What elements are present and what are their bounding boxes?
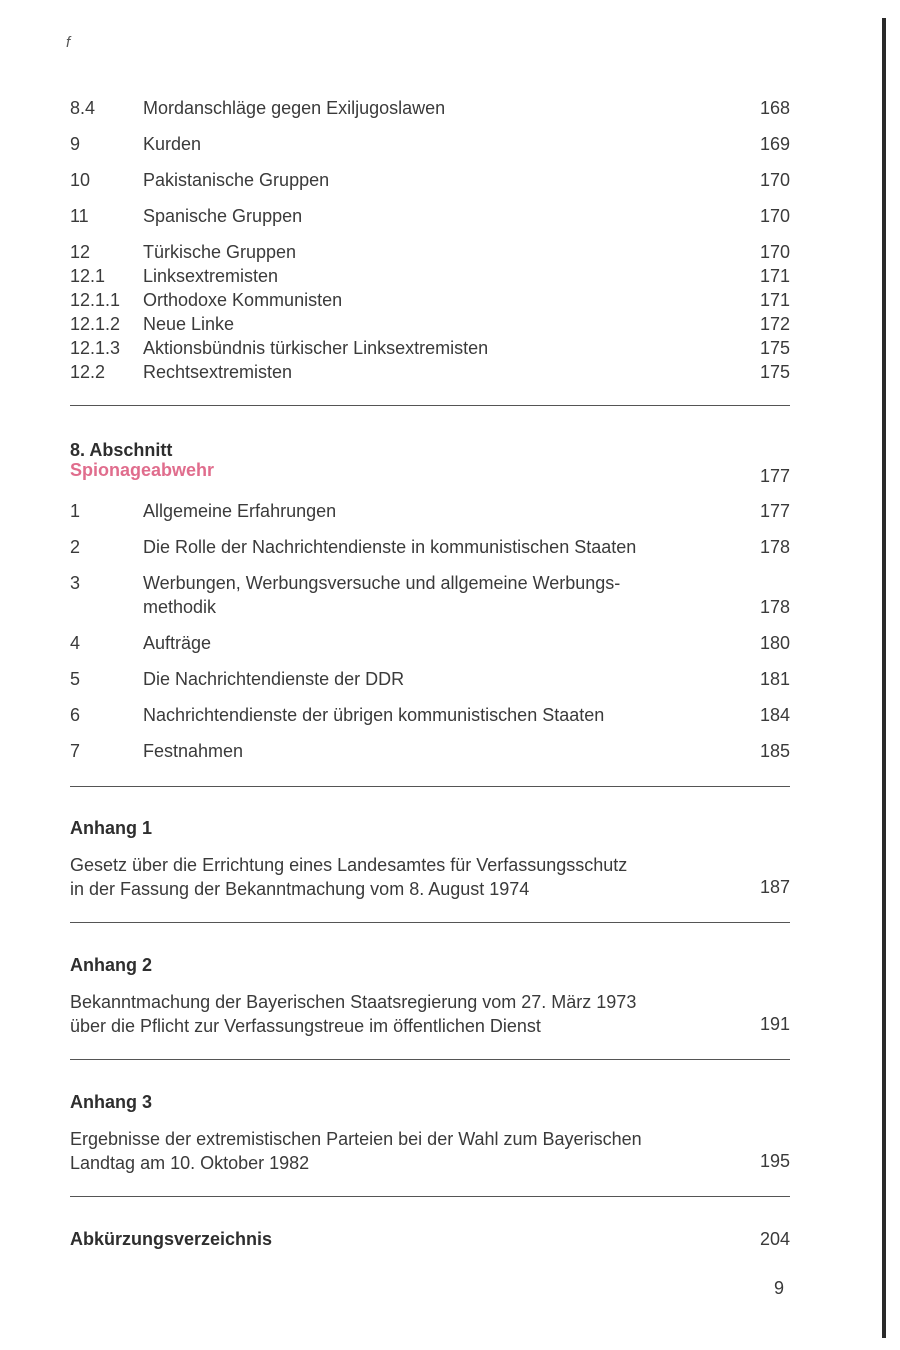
toc-number: 12.1.1 [70,290,121,310]
appendix-text-line: Landtag am 10. Oktober 1982 [70,1153,310,1173]
toc-page: 168 [759,98,790,118]
divider [70,1196,790,1197]
appendix-text-line: Gesetz über die Errichtung eines Landesamtes für Verfassungsschutz [70,855,628,875]
toc-title: Orthodoxe Kommunisten [143,290,343,310]
appendix-title: Anhang 3 [70,1092,153,1112]
toc-page: 170 [759,170,790,190]
toc-page: 175 [759,362,790,382]
appendix-text-line: Ergebnisse der extremistischen Parteien bei der Wahl zum Bayerischen [70,1129,642,1149]
toc-title: Nachrichtendienste der übrigen kommunistischen Staaten [143,705,605,725]
toc-number: 12.1.3 [70,338,121,358]
toc-number: 5 [70,669,81,689]
toc-page: 171 [759,290,790,310]
toc-number: 12.1 [70,266,106,286]
toc-title: Festnahmen [143,741,244,761]
toc-page: 185 [759,741,790,761]
page-number: 9 [773,1278,784,1298]
toc-number: 11 [70,206,89,226]
toc-number: 8.4 [70,98,96,118]
toc-title: Türkische Gruppen [143,242,297,262]
toc-title: Die Nachrichtendienste der DDR [143,669,405,689]
appendix-title: Anhang 2 [70,955,153,975]
appendix-text-line: Bekanntmachung der Bayerischen Staatsregierung vom 27. März 1973 [70,992,637,1012]
toc-page: 181 [759,669,790,689]
abbreviations-title: Abkürzungsverzeichnis [70,1229,273,1249]
divider [70,922,790,923]
section-heading: 8. Abschnitt [70,440,173,460]
toc-page: 178 [759,537,790,557]
toc-title: Die Rolle der Nachrichtendienste in kommunistischen Staaten [143,537,637,557]
appendix-title: Anhang 1 [70,818,153,838]
toc-number: 2 [70,537,81,557]
toc-number: 12 [70,242,91,262]
toc-page: 172 [759,314,790,334]
toc-page: 177 [759,501,790,521]
toc-title: Kurden [143,134,202,154]
toc-number: 9 [70,134,81,154]
toc-title: Aufträge [143,633,212,653]
divider [70,786,790,787]
toc-title: Spanische Gruppen [143,206,303,226]
toc-title: Rechtsextremisten [143,362,293,382]
toc-page: 170 [759,206,790,226]
toc-title: Aktionsbündnis türkischer Linksextremisten [143,338,489,358]
appendix-page: 195 [759,1151,790,1171]
page-edge-shadow [882,18,886,1338]
toc-title: Werbungen, Werbungsversuche und allgemeine Werbungs- [143,573,621,593]
toc-page: 169 [759,134,790,154]
toc-number: 3 [70,573,81,593]
toc-page: 178 [759,597,790,617]
toc-page: 184 [759,705,790,725]
toc-page: 171 [759,266,790,286]
abbreviations-page: 204 [759,1229,790,1249]
toc-number: 6 [70,705,81,725]
toc-page: 175 [759,338,790,358]
toc-title: Allgemeine Erfahrungen [143,501,337,521]
toc-number: 1 [70,501,81,521]
toc-title: Pakistanische Gruppen [143,170,330,190]
toc-number: 10 [70,170,91,190]
toc-page: 170 [759,242,790,262]
section-page: 177 [759,466,790,486]
toc-title: Linksextremisten [143,266,279,286]
corner-mark: f [66,34,71,51]
toc-number: 12.1.2 [70,314,121,334]
divider [70,1059,790,1060]
toc-number: 7 [70,741,81,761]
appendix-text-line: über die Pflicht zur Verfassungstreue im öffentlichen Dienst [70,1016,541,1036]
toc-title: methodik [143,597,217,617]
appendix-text-line: in der Fassung der Bekanntmachung vom 8. August 1974 [70,879,530,899]
toc-title: Neue Linke [143,314,235,334]
toc-number: 4 [70,633,81,653]
section-subheading: Spionageabwehr [70,460,215,480]
divider [70,405,790,406]
appendix-page: 191 [759,1014,790,1034]
toc-title: Mordanschläge gegen Exiljugoslawen [143,98,446,118]
toc-page: 180 [759,633,790,653]
toc-number: 12.2 [70,362,106,382]
appendix-page: 187 [759,877,790,897]
